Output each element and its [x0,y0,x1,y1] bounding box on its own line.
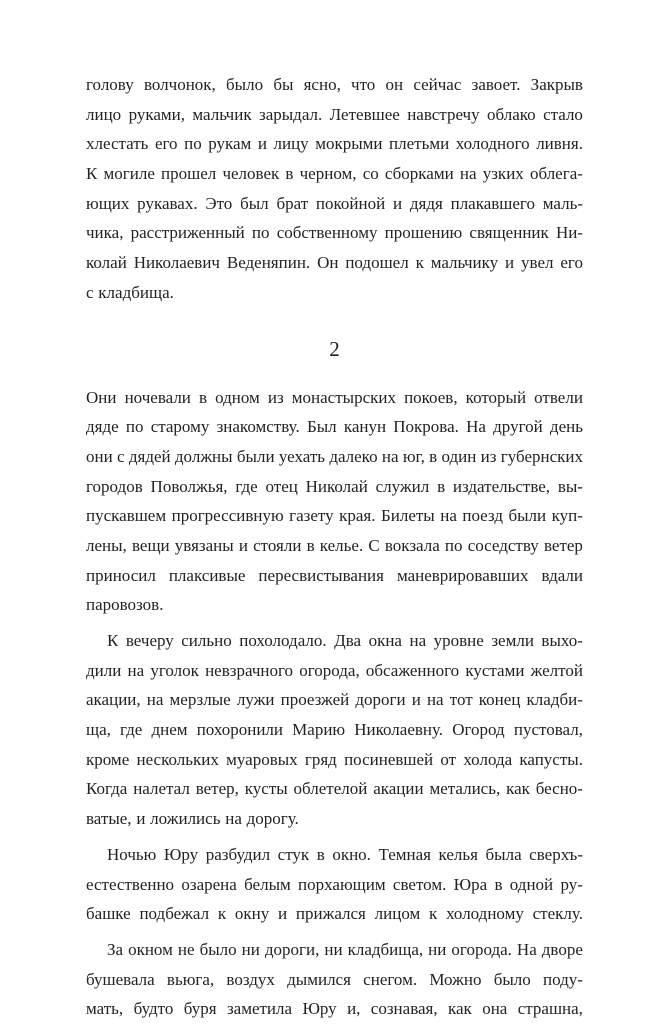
text-line: голову волчонок, было бы ясно, что он сейчас завоет. Закрыв [86,75,583,94]
text-line: пускавшем прогрессивную газету края. Билеты на поезд были куп- [86,506,583,526]
text-line: лены, вещи увязаны и стояли в келье. С вокзала по соседству ветер [86,535,583,555]
text-line: К могиле прошел человек в черном, со сборками на узких облега- [86,164,583,184]
text-line: хлестать его по рукам и лицу мокрыми плетьми холодного ливня. [86,134,583,154]
text-line: они с дядей должны были уехать далеко на юг, в один из губернских [86,446,583,466]
text-line: башке подбежал к окну и прижался лицом к холодному стеклу. [86,904,583,924]
text-line: колай Николаевич Веденяпин. Он подошел к мальчику и увел его [86,253,583,273]
text-line: приносил плаксивые пересвистывания маневрировавших вдали [86,565,583,585]
text-line: мать, будто буря заметила Юру и, сознавая, как она страшна, [86,999,583,1019]
paragraph [86,626,583,834]
chapter-number: 2 [329,336,340,361]
text-line: бушевала вьюга, воздух дымился снегом. Можно было поду- [86,969,583,989]
text-line: К вечеру сильно похолодало. Два окна на уровне земли выхо- [107,631,583,650]
text-line: ща, где днем похоронили Марию Николаевну. Огород пустовал, [86,720,583,740]
text-line: с кладбища. [86,282,174,302]
text-line: За окном не было ни дороги, ни кладбища, ни огорода. На дворе [107,939,583,959]
paragraph [86,840,583,929]
text-line: естественно озарена белым порхающим светом. Юра в одной ру- [86,874,583,894]
text-line: чика, расстриженный по собственному прошению священник Ни- [86,223,583,243]
text-line: ющих рукавах. Это был брат покойной и дядя плакавшего маль- [86,193,583,213]
text-line: лицо руками, мальчик зарыдал. Летевшее навстречу облако стало [86,104,583,124]
text-line: Они ночевали в одном из монастырских покоев, который отвели [86,387,583,407]
text-line: городов Поволжья, где отец Николай служил в издательстве, вы- [86,476,583,496]
text-line: дили на уголок невзрачного огорода, обсаженного кустами желтой [86,660,583,680]
text-line: паровозов. [86,595,164,615]
paragraph [86,383,583,621]
text-line: дяде по старому знакомству. Был канун Покрова. На другой день [86,417,583,437]
text-line: Когда налетал ветер, кусты облетелой акации метались, как бесно- [86,779,583,799]
book-page [86,70,583,1024]
text-line: кроме нескольких муаровых гряд посиневшей от холода капусты. [86,749,583,769]
text-line: Ночью Юру разбудил стук в окно. Темная келья была сверхъ- [107,844,583,864]
paragraph [86,935,583,1024]
text-line: ватые, и ложились на дорогу. [86,809,299,829]
text-line: акации, на мерзлые лужи проезжей дороги и на тот конец кладби- [86,690,583,710]
paragraph [86,70,583,308]
